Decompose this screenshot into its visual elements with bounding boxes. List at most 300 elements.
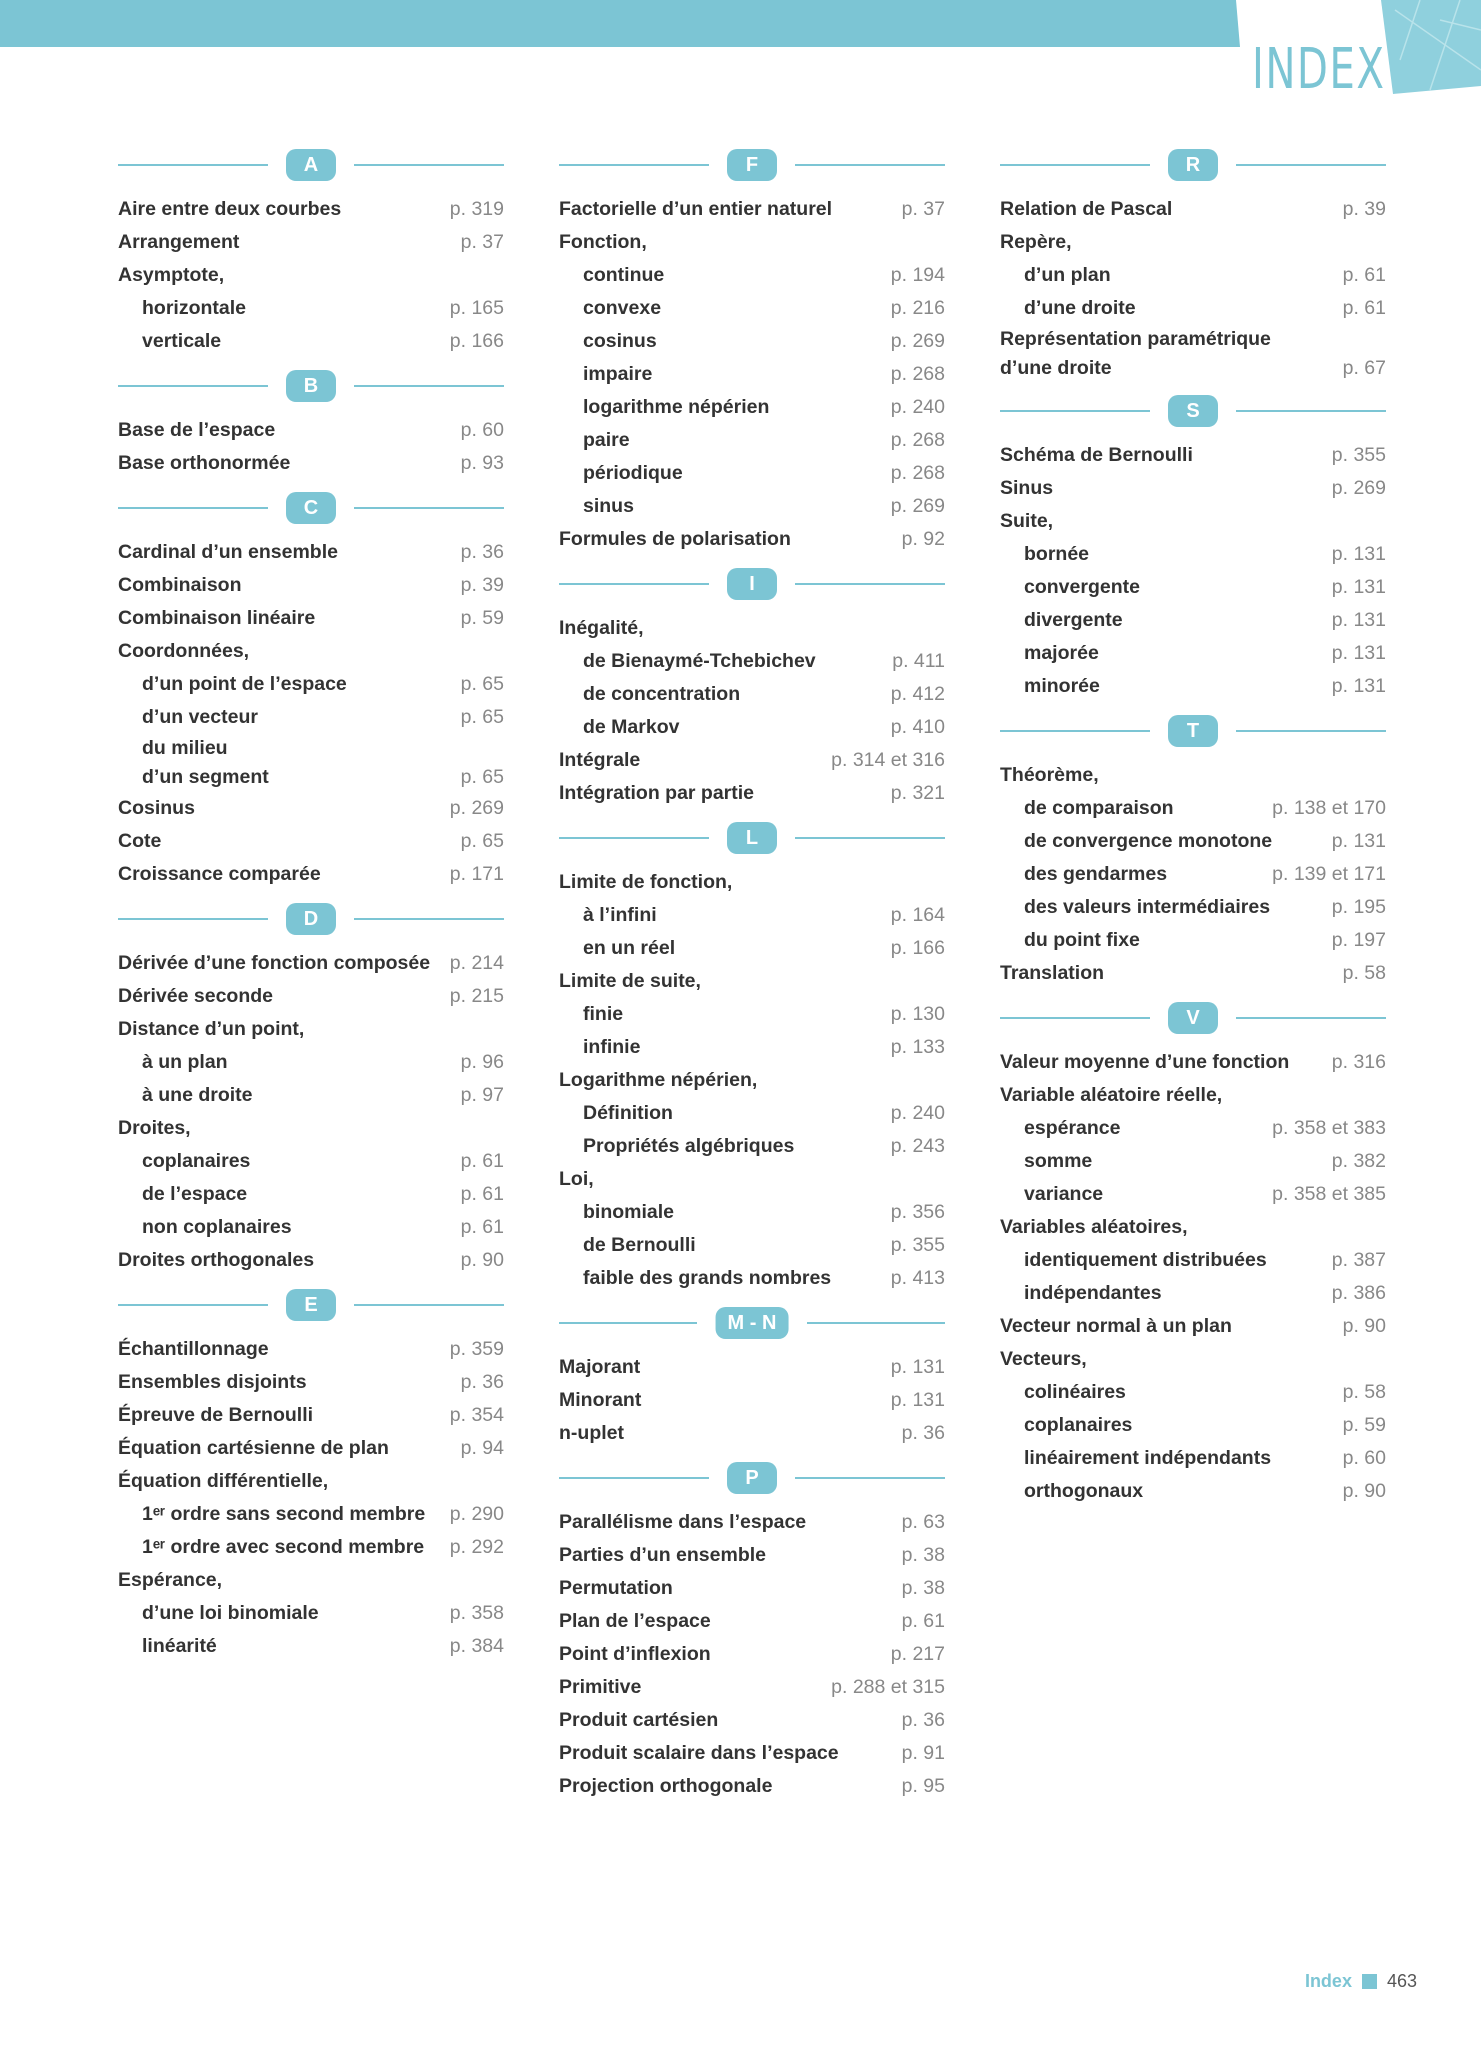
index-subentry	[118, 1630, 504, 1663]
section-letter-badge: C	[286, 492, 336, 524]
entry-page-ref: p. 90	[460, 1249, 504, 1271]
index-entry	[559, 612, 945, 645]
entry-term: verticale	[142, 330, 222, 352]
header-banner	[0, 0, 1481, 130]
section-header	[1000, 393, 1386, 429]
entry-term: Valeur moyenne d’une fonction	[1000, 1051, 1290, 1073]
entry-page-ref: p. 36	[460, 541, 504, 563]
entry-page-ref: p. 358 et 385	[1272, 1183, 1386, 1205]
entry-term: Asymptote,	[118, 264, 225, 286]
entry-term: Minorant	[559, 1389, 642, 1411]
index-subentry	[559, 1097, 945, 1130]
index-subentry	[1000, 1112, 1386, 1145]
entry-page-ref: p. 131	[1331, 543, 1386, 565]
index-subentry	[1000, 1178, 1386, 1211]
section-header	[559, 1460, 945, 1496]
entry-page-ref: p. 96	[460, 1051, 504, 1073]
entry-page-ref: p. 359	[449, 1338, 504, 1360]
entry-term: orthogonaux	[1024, 1480, 1144, 1502]
index-section	[118, 901, 504, 1277]
index-entry	[559, 193, 945, 226]
index-entry	[559, 1064, 945, 1097]
index-subentry	[118, 763, 504, 792]
index-entry	[118, 635, 504, 668]
entry-term: d’une droite	[1000, 357, 1112, 379]
entry-term: variance	[1024, 1183, 1104, 1205]
index-entry	[1000, 325, 1386, 354]
section-divider-right	[354, 164, 504, 166]
index-entry	[118, 414, 504, 447]
footer-label: Index	[1304, 1971, 1352, 1991]
entry-term: de Markov	[583, 716, 680, 738]
index-entry	[118, 193, 504, 226]
entry-term: Coordonnées,	[118, 640, 250, 662]
entry-term: n-uplet	[559, 1422, 624, 1444]
section-divider-left	[118, 507, 268, 509]
entry-term: d’une loi binomiale	[142, 1602, 319, 1624]
index-subentry	[559, 325, 945, 358]
index-subentry	[1000, 604, 1386, 637]
index-subentry	[559, 678, 945, 711]
index-subentry	[559, 424, 945, 457]
entry-page-ref: p. 358	[449, 1602, 504, 1624]
entry-term: sinus	[583, 495, 634, 517]
index-entry	[118, 980, 504, 1013]
index-entry	[118, 1333, 504, 1366]
entry-term: Translation	[1000, 962, 1105, 984]
index-subentry	[1000, 792, 1386, 825]
index-column-2	[559, 147, 945, 1813]
entry-term: Fonction,	[559, 231, 647, 253]
index-entry	[1000, 226, 1386, 259]
entry-term: Représentation paramétrique	[1000, 328, 1271, 350]
entry-page-ref: p. 65	[460, 706, 504, 728]
section-divider-left	[559, 1477, 709, 1479]
entry-page-ref: p. 61	[1342, 297, 1386, 319]
index-section	[1000, 1000, 1386, 1508]
entry-term: Primitive	[559, 1676, 642, 1698]
entry-page-ref: p. 164	[890, 904, 945, 926]
entry-term: Formules de polarisation	[559, 528, 791, 550]
index-entry	[559, 965, 945, 998]
section-divider-right	[795, 164, 945, 166]
entry-term: Croissance comparée	[118, 863, 321, 885]
index-subentry	[1000, 538, 1386, 571]
entry-term: finie	[583, 1003, 624, 1025]
entry-term: de concentration	[583, 683, 741, 705]
entry-page-ref: p. 268	[890, 363, 945, 385]
entry-term: Produit cartésien	[559, 1709, 719, 1731]
section-divider-left	[559, 837, 709, 839]
index-subentry	[118, 325, 504, 358]
entry-page-ref: p. 130	[890, 1003, 945, 1025]
entry-page-ref: p. 138 et 170	[1272, 797, 1386, 819]
index-entry	[118, 447, 504, 480]
index-entry	[559, 1506, 945, 1539]
entry-term: Cardinal d’un ensemble	[118, 541, 338, 563]
entry-term: Base de l’espace	[118, 419, 276, 441]
index-entry	[118, 226, 504, 259]
index-entry	[118, 1399, 504, 1432]
entry-page-ref: p. 90	[1342, 1315, 1386, 1337]
entry-term: Variables aléatoires,	[1000, 1216, 1188, 1238]
page-title: INDEX	[1252, 37, 1386, 102]
section-header	[1000, 713, 1386, 749]
entry-term: Dérivée d’une fonction composée	[118, 952, 431, 974]
section-divider-left	[559, 583, 709, 585]
index-entry	[559, 1163, 945, 1196]
entry-term: espérance	[1024, 1117, 1121, 1139]
entry-page-ref: p. 321	[890, 782, 945, 804]
entry-page-ref: p. 288 et 315	[831, 1676, 945, 1698]
section-divider-right	[795, 583, 945, 585]
entry-page-ref: p. 243	[890, 1135, 945, 1157]
section-letter-badge: P	[727, 1462, 777, 1494]
index-subentry	[1000, 1277, 1386, 1310]
entry-page-ref: p. 316	[1331, 1051, 1386, 1073]
entry-page-ref: p. 195	[1331, 896, 1386, 918]
entry-page-ref: p. 38	[901, 1577, 945, 1599]
entry-term: Parties d’un ensemble	[559, 1544, 766, 1566]
entry-term: somme	[1024, 1150, 1093, 1172]
entry-term: Relation de Pascal	[1000, 198, 1173, 220]
index-section	[118, 147, 504, 358]
section-letter-badge: F	[727, 149, 777, 181]
entry-term: Équation différentielle,	[118, 1470, 329, 1492]
entry-term: Combinaison linéaire	[118, 607, 316, 629]
entry-term: horizontale	[142, 297, 247, 319]
entry-page-ref: p. 39	[460, 574, 504, 596]
entry-page-ref: p. 411	[892, 650, 945, 672]
entry-term: indépendantes	[1024, 1282, 1162, 1304]
entry-page-ref: p. 165	[449, 297, 504, 319]
entry-term: Factorielle d’un entier naturel	[559, 198, 833, 220]
section-divider-left	[559, 1322, 697, 1324]
index-entry	[1000, 1211, 1386, 1244]
index-section	[559, 820, 945, 1295]
entry-page-ref: p. 37	[901, 198, 945, 220]
entry-page-ref: p. 133	[890, 1036, 945, 1058]
entry-page-ref: p. 240	[890, 396, 945, 418]
index-entry	[559, 1704, 945, 1737]
index-subentry	[559, 1130, 945, 1163]
index-subentry	[118, 1531, 504, 1564]
entry-page-ref: p. 131	[1331, 609, 1386, 631]
entry-page-ref: p. 90	[1342, 1480, 1386, 1502]
index-section	[118, 368, 504, 480]
entry-term: Cote	[118, 830, 162, 852]
entry-page-ref: p. 197	[1331, 929, 1386, 951]
entry-term: en un réel	[583, 937, 676, 959]
index-subentry	[118, 1145, 504, 1178]
index-subentry	[559, 645, 945, 678]
index-column-3	[1000, 147, 1386, 1518]
index-entry	[559, 1539, 945, 1572]
entry-term: à un plan	[142, 1051, 228, 1073]
entry-term: convexe	[583, 297, 662, 319]
section-header	[118, 490, 504, 526]
index-entry	[118, 792, 504, 825]
index-subentry	[1000, 1409, 1386, 1442]
entry-term: Distance d’un point,	[118, 1018, 305, 1040]
entry-page-ref: p. 59	[1342, 1414, 1386, 1436]
entry-term: convergente	[1024, 576, 1140, 598]
entry-page-ref: p. 37	[460, 231, 504, 253]
entry-term: Dérivée seconde	[118, 985, 274, 1007]
section-divider-right	[354, 1304, 504, 1306]
entry-page-ref: p. 67	[1342, 357, 1386, 379]
section-divider-right	[354, 385, 504, 387]
entry-page-ref: p. 292	[449, 1536, 504, 1558]
entry-page-ref: p. 97	[460, 1084, 504, 1106]
index-subentry	[1000, 1442, 1386, 1475]
entry-page-ref: p. 139 et 171	[1272, 863, 1386, 885]
entry-term: d’un vecteur	[142, 706, 258, 728]
index-entry	[118, 1244, 504, 1277]
index-subentry	[559, 1031, 945, 1064]
entry-page-ref: p. 382	[1331, 1150, 1386, 1172]
entry-term: infinie	[583, 1036, 641, 1058]
entry-term: non coplanaires	[142, 1216, 292, 1238]
index-entry	[1000, 957, 1386, 990]
entry-term: Combinaison	[118, 574, 242, 596]
index-subentry	[559, 711, 945, 744]
entry-page-ref: p. 131	[890, 1389, 945, 1411]
index-subentry	[1000, 259, 1386, 292]
index-subentry	[1000, 924, 1386, 957]
entry-term: Projection orthogonale	[559, 1775, 773, 1797]
entry-term: Sinus	[1000, 477, 1054, 499]
entry-term: minorée	[1024, 675, 1100, 697]
entry-term: périodique	[583, 462, 683, 484]
entry-page-ref: p. 355	[890, 1234, 945, 1256]
entry-term: Arrangement	[118, 231, 240, 253]
entry-term: logarithme népérien	[583, 396, 770, 418]
entry-term: Vecteur normal à un plan	[1000, 1315, 1232, 1337]
index-entry	[559, 866, 945, 899]
section-divider-left	[1000, 730, 1150, 732]
entry-page-ref: p. 61	[460, 1150, 504, 1172]
entry-term: coplanaires	[1024, 1414, 1133, 1436]
entry-term: à une droite	[142, 1084, 253, 1106]
entry-term: Majorant	[559, 1356, 641, 1378]
entry-term: Échantillonnage	[118, 1338, 269, 1360]
index-entry	[118, 1564, 504, 1597]
section-divider-left	[559, 164, 709, 166]
index-subentry	[1000, 825, 1386, 858]
index-entry	[1000, 1343, 1386, 1376]
index-subentry	[559, 259, 945, 292]
entry-page-ref: p. 194	[890, 264, 945, 286]
entry-page-ref: p. 58	[1342, 962, 1386, 984]
entry-page-ref: p. 61	[460, 1183, 504, 1205]
index-subentry	[118, 1597, 504, 1630]
section-divider-left	[118, 385, 268, 387]
index-entry	[1000, 439, 1386, 472]
section-divider-left	[118, 1304, 268, 1306]
index-entry	[118, 1013, 504, 1046]
section-letter-badge: I	[727, 568, 777, 600]
entry-term: d’un plan	[1024, 264, 1111, 286]
entry-page-ref: p. 131	[1331, 642, 1386, 664]
index-section	[1000, 147, 1386, 383]
entry-page-ref: p. 91	[901, 1742, 945, 1764]
entry-page-ref: p. 58	[1342, 1381, 1386, 1403]
section-header	[1000, 1000, 1386, 1036]
section-letter-badge: R	[1168, 149, 1218, 181]
entry-term: Permutation	[559, 1577, 673, 1599]
index-section	[118, 1287, 504, 1663]
index-entry	[559, 1638, 945, 1671]
index-subentry	[118, 1079, 504, 1112]
entry-page-ref: p. 39	[1342, 198, 1386, 220]
section-letter-badge: M - N	[716, 1307, 789, 1339]
index-section	[1000, 713, 1386, 990]
entry-term: Limite de suite,	[559, 970, 701, 992]
entry-term: Aire entre deux courbes	[118, 198, 342, 220]
index-entry	[559, 1671, 945, 1704]
entry-page-ref: p. 131	[1331, 675, 1386, 697]
entry-term: linéarité	[142, 1635, 217, 1657]
index-entry	[559, 1417, 945, 1450]
entry-page-ref: p. 94	[460, 1437, 504, 1459]
entry-page-ref: p. 384	[449, 1635, 504, 1657]
entry-page-ref: p. 268	[890, 462, 945, 484]
section-divider-right	[795, 1477, 945, 1479]
entry-page-ref: p. 269	[890, 330, 945, 352]
entry-term: de l’espace	[142, 1183, 248, 1205]
index-column-1	[118, 147, 504, 1673]
section-letter-badge: A	[286, 149, 336, 181]
section-divider-left	[1000, 410, 1150, 412]
entry-term: Intégration par partie	[559, 782, 755, 804]
entry-term: Repère,	[1000, 231, 1072, 253]
entry-page-ref: p. 63	[901, 1511, 945, 1533]
section-letter-badge: E	[286, 1289, 336, 1321]
entry-page-ref: p. 93	[460, 452, 504, 474]
index-subentry	[559, 358, 945, 391]
index-subentry	[118, 668, 504, 701]
entry-term: du point fixe	[1024, 929, 1140, 951]
entry-term: cosinus	[583, 330, 657, 352]
index-entry	[559, 523, 945, 556]
entry-page-ref: p. 314 et 316	[831, 749, 945, 771]
entry-term: du milieu	[142, 737, 228, 759]
section-header	[559, 1305, 945, 1341]
entry-term: Droites orthogonales	[118, 1249, 315, 1271]
entry-term: divergente	[1024, 609, 1123, 631]
entry-term: majorée	[1024, 642, 1099, 664]
entry-page-ref: p. 38	[901, 1544, 945, 1566]
index-section	[559, 147, 945, 556]
entry-page-ref: p. 268	[890, 429, 945, 451]
index-entry	[559, 1351, 945, 1384]
entry-page-ref: p. 413	[890, 1267, 945, 1289]
entry-term: Loi,	[559, 1168, 594, 1190]
entry-page-ref: p. 356	[890, 1201, 945, 1223]
index-entry	[559, 1605, 945, 1638]
section-header	[1000, 147, 1386, 183]
entry-term: continue	[583, 264, 665, 286]
section-letter-badge: B	[286, 370, 336, 402]
entry-page-ref: p. 166	[890, 937, 945, 959]
entry-page-ref: p. 65	[460, 766, 504, 788]
entry-page-ref: p. 217	[890, 1643, 945, 1665]
entry-term: Variable aléatoire réelle,	[1000, 1084, 1223, 1106]
entry-page-ref: p. 36	[460, 1371, 504, 1393]
entry-page-ref: p. 354	[449, 1404, 504, 1426]
index-entry	[559, 1737, 945, 1770]
section-header	[118, 147, 504, 183]
index-subentry	[559, 899, 945, 932]
entry-page-ref: p. 61	[1342, 264, 1386, 286]
index-entry	[1000, 1310, 1386, 1343]
index-subentry	[1000, 858, 1386, 891]
entry-page-ref: p. 290	[449, 1503, 504, 1525]
index-subentry	[559, 391, 945, 424]
entry-term: colinéaires	[1024, 1381, 1126, 1403]
entry-page-ref: p. 131	[1331, 576, 1386, 598]
index-subentry	[559, 457, 945, 490]
entry-page-ref: p. 215	[449, 985, 504, 1007]
section-header	[559, 147, 945, 183]
entry-page-ref: p. 166	[449, 330, 504, 352]
index-subentry	[1000, 637, 1386, 670]
entry-term: Limite de fonction,	[559, 871, 733, 893]
index-entry	[118, 259, 504, 292]
entry-term: de Bernoulli	[583, 1234, 696, 1256]
index-subentry	[559, 1229, 945, 1262]
section-divider-right	[354, 507, 504, 509]
index-section	[559, 566, 945, 810]
index-subentry	[118, 1498, 504, 1531]
index-entry	[559, 1384, 945, 1417]
entry-term: bornée	[1024, 543, 1090, 565]
index-subentry	[559, 292, 945, 325]
entry-page-ref: p. 214	[449, 952, 504, 974]
entry-term: faible des grands nombres	[583, 1267, 832, 1289]
section-divider-left	[1000, 1017, 1150, 1019]
index-entry	[118, 947, 504, 980]
entry-term: Point d’inflexion	[559, 1643, 711, 1665]
page-footer	[1305, 1971, 1417, 1992]
footer-square-icon	[1362, 1974, 1377, 1989]
section-header	[559, 820, 945, 856]
index-subentry	[118, 701, 504, 734]
index-subentry	[118, 1046, 504, 1079]
index-entry	[118, 569, 504, 602]
section-divider-left	[118, 918, 268, 920]
entry-page-ref: p. 131	[890, 1356, 945, 1378]
section-letter-badge: S	[1168, 395, 1218, 427]
index-subentry	[1000, 670, 1386, 703]
index-entry	[559, 744, 945, 777]
index-section	[559, 1305, 945, 1450]
entry-page-ref: p. 269	[890, 495, 945, 517]
entry-page-ref: p. 59	[460, 607, 504, 629]
index-subentry	[1000, 292, 1386, 325]
entry-term: linéairement indépendants	[1024, 1447, 1272, 1469]
index-subentry	[118, 292, 504, 325]
entry-page-ref: p. 36	[901, 1422, 945, 1444]
index-subentry	[118, 734, 504, 763]
entry-term: impaire	[583, 363, 653, 385]
section-letter-badge: D	[286, 903, 336, 935]
index-entry	[1000, 472, 1386, 505]
section-letter-badge: L	[727, 822, 777, 854]
entry-term: Schéma de Bernoulli	[1000, 444, 1193, 466]
section-header	[118, 368, 504, 404]
